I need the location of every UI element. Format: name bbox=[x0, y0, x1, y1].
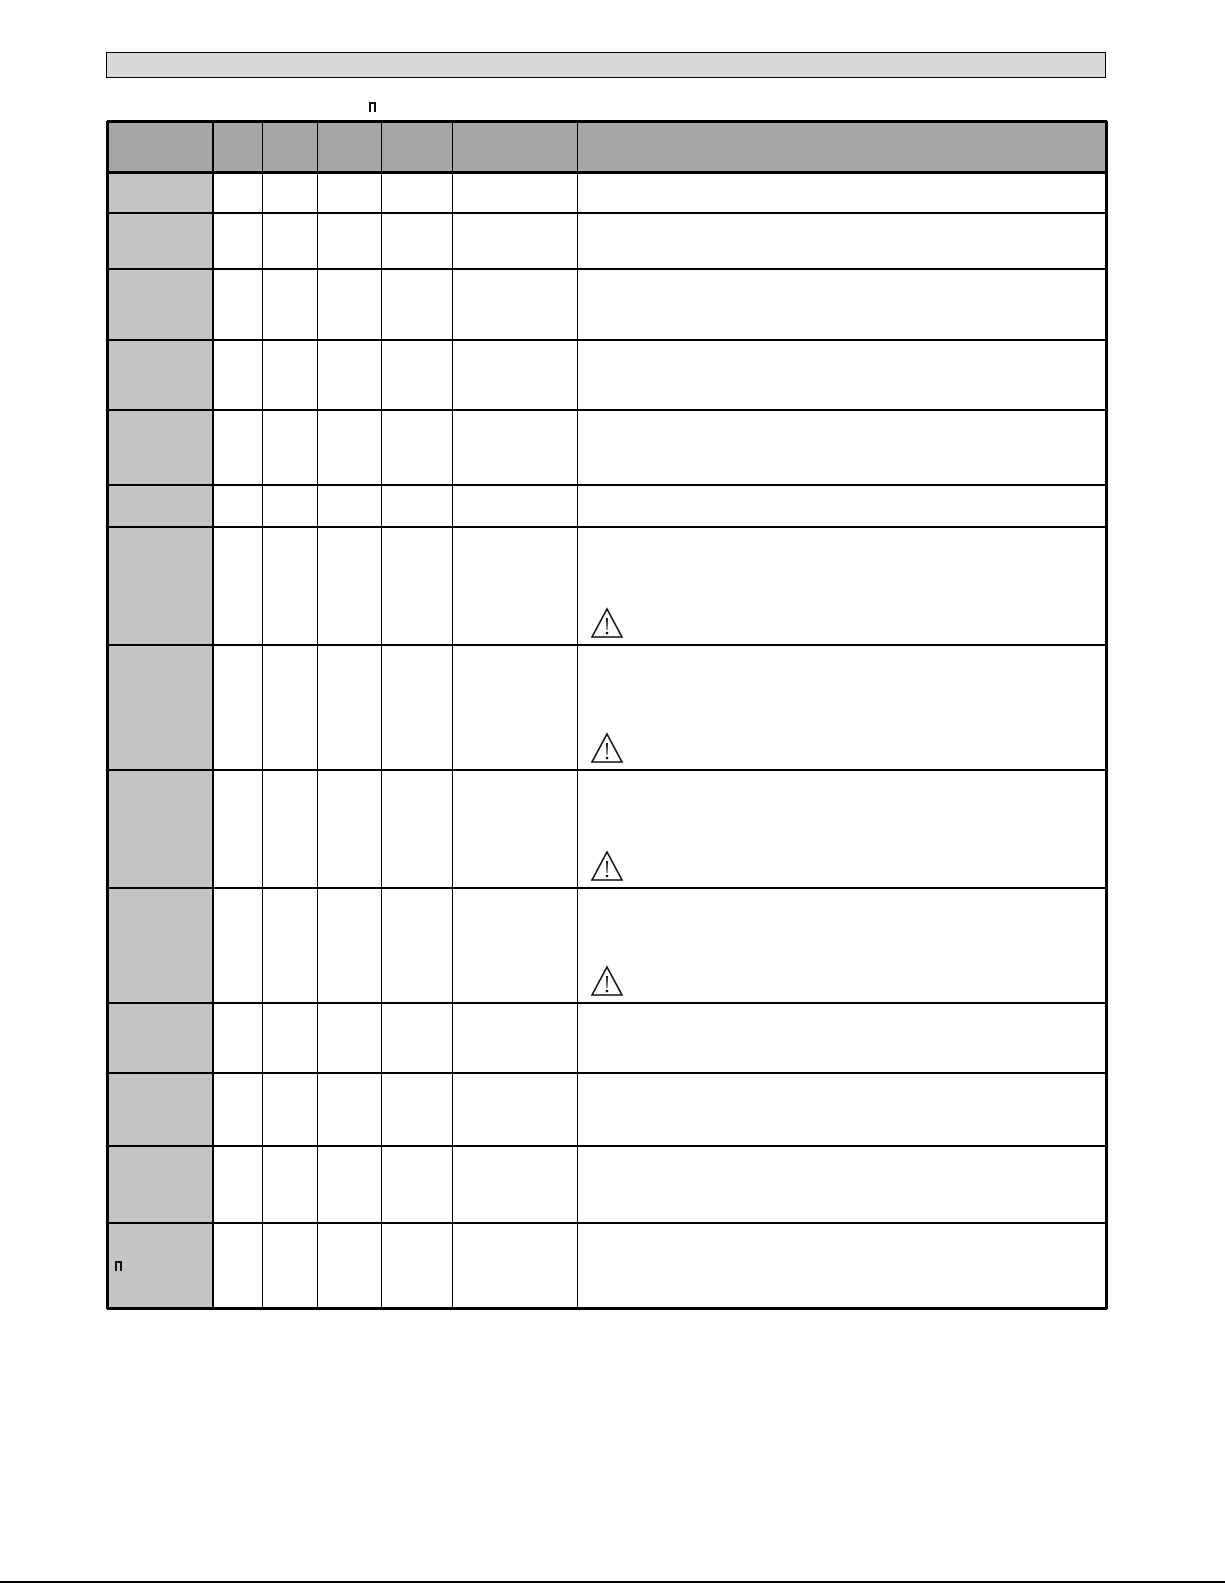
table-row-divider bbox=[107, 268, 1107, 270]
table-column-divider bbox=[452, 121, 453, 1309]
table-row-label bbox=[107, 410, 213, 485]
warning-icon bbox=[590, 850, 624, 882]
table-header-cell bbox=[213, 121, 263, 172]
table-header-cell bbox=[318, 121, 382, 172]
warning-icon bbox=[590, 607, 624, 639]
table-row-divider bbox=[107, 1307, 1107, 1310]
table-row-divider bbox=[107, 1145, 1107, 1147]
table-header-cell bbox=[107, 121, 213, 172]
table-header-cell bbox=[578, 121, 1106, 172]
table-row-label bbox=[107, 1146, 213, 1223]
table-row-label bbox=[107, 1073, 213, 1146]
table-row-label bbox=[107, 213, 213, 269]
table-column-divider bbox=[577, 121, 578, 1309]
table-column-divider bbox=[262, 121, 263, 1309]
table-header-cell bbox=[263, 121, 318, 172]
table-row-label bbox=[107, 888, 213, 1003]
table-row-label bbox=[107, 340, 213, 410]
table-row-label bbox=[107, 1003, 213, 1073]
table-row-label bbox=[107, 527, 213, 645]
table-row-label bbox=[107, 1223, 213, 1308]
table-row-divider bbox=[107, 887, 1107, 889]
table-row-divider bbox=[107, 409, 1107, 411]
table-header-cell bbox=[382, 121, 453, 172]
display-segment-icon bbox=[115, 1261, 122, 1271]
table-column-divider bbox=[317, 121, 318, 1309]
table-row-divider bbox=[107, 484, 1107, 486]
table-row-label bbox=[107, 172, 213, 213]
table-column-divider bbox=[381, 121, 382, 1309]
page-bottom-rule bbox=[0, 1581, 1225, 1583]
table-row-divider bbox=[107, 120, 1107, 123]
table-row-label bbox=[107, 770, 213, 888]
table-row-divider bbox=[107, 171, 1107, 174]
table-row-label bbox=[107, 269, 213, 340]
warning-icon bbox=[590, 732, 624, 764]
table-row-divider bbox=[107, 526, 1107, 528]
table-header-cell bbox=[453, 121, 578, 172]
table-row-divider bbox=[107, 339, 1107, 341]
table-row-divider bbox=[107, 644, 1107, 646]
warning-icon bbox=[590, 965, 624, 997]
table-row-divider bbox=[107, 1222, 1107, 1224]
table-row-divider bbox=[107, 212, 1107, 214]
table-row-label bbox=[107, 645, 213, 770]
table-column-divider bbox=[1105, 121, 1108, 1309]
table-column-divider bbox=[212, 121, 214, 1309]
table-column-divider bbox=[106, 121, 109, 1309]
table-row-divider bbox=[107, 1002, 1107, 1004]
table-row-label bbox=[107, 485, 213, 527]
table-row-divider bbox=[107, 769, 1107, 771]
table-row-divider bbox=[107, 1072, 1107, 1074]
